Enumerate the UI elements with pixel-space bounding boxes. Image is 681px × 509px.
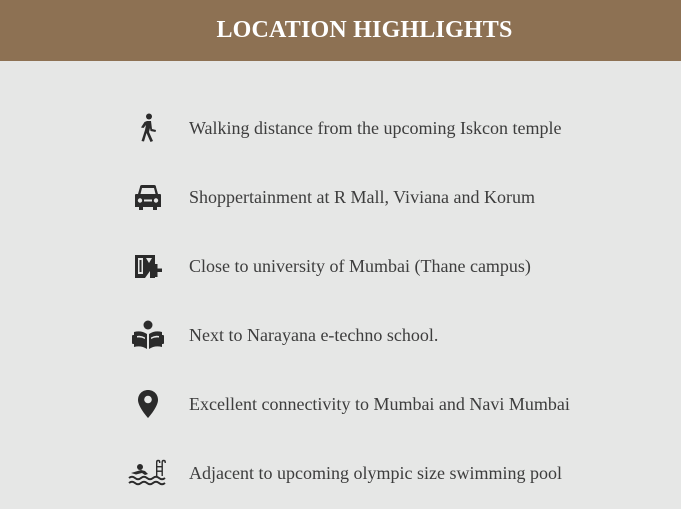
highlight-label: Walking distance from the upcoming Iskcon temple <box>189 117 562 138</box>
highlight-item-mall <box>128 179 608 215</box>
reading-student-icon <box>128 317 168 353</box>
page-title: LOCATION HIGHLIGHTS <box>216 17 513 43</box>
walking-person-icon <box>128 110 168 146</box>
highlight-item-school <box>128 317 608 353</box>
highlight-item-temple <box>128 110 608 146</box>
highlight-label: Next to Narayana e-techno school. <box>189 324 439 345</box>
highlight-label: Shoppertainment at R Mall, Viviana and Korum <box>189 186 536 207</box>
car-icon <box>128 179 168 215</box>
highlight-label: Adjacent to upcoming olympic size swimming pool <box>189 462 562 483</box>
highlight-label: Close to university of Mumbai (Thane campus) <box>189 255 531 276</box>
swimming-pool-icon <box>128 455 168 491</box>
highlight-label: Excellent connectivity to Mumbai and Navi Mumbai <box>189 393 570 414</box>
highlight-item-university <box>128 248 608 284</box>
map-pin-icon <box>128 386 168 422</box>
university-building-icon <box>128 248 168 284</box>
highlight-item-pool <box>128 455 608 491</box>
highlight-item-connectivity <box>128 386 608 422</box>
